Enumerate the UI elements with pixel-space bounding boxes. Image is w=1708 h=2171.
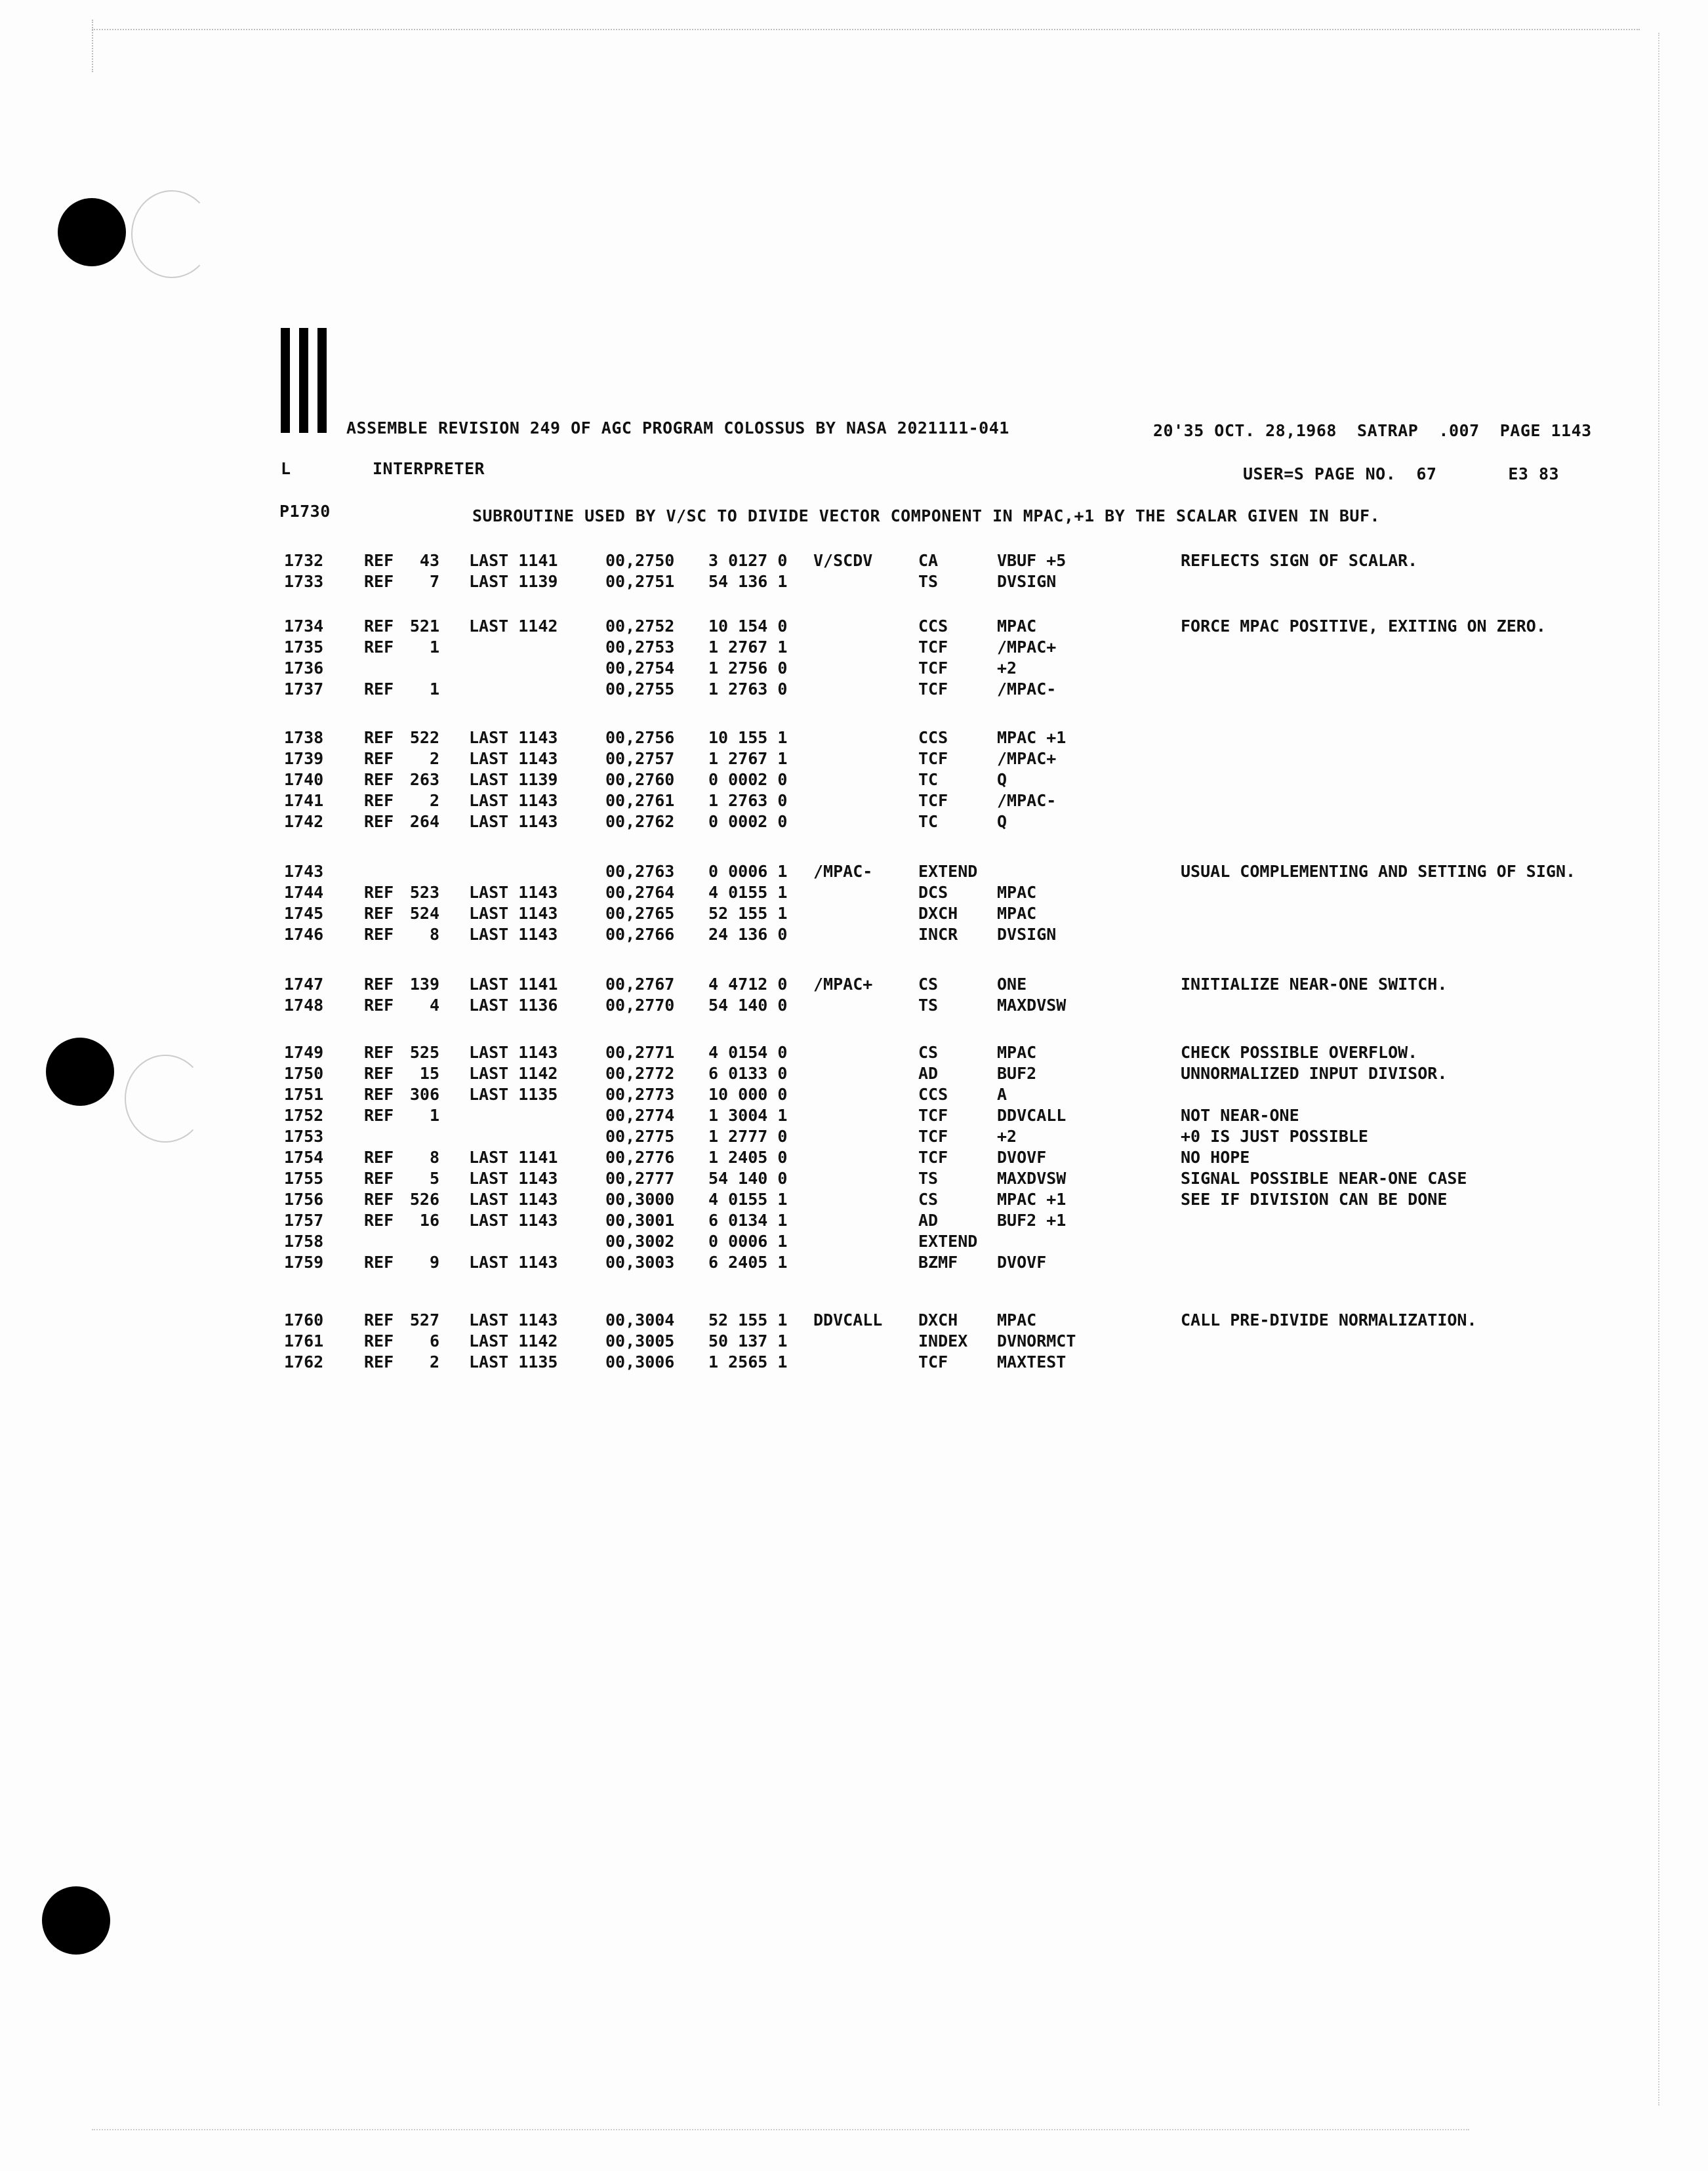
listing-refnum: 526 — [409, 1190, 439, 1209]
listing-refnum: 264 — [409, 812, 439, 831]
listing-code: 10 154 0 — [708, 617, 788, 636]
listing-refnum: 1 — [429, 1106, 439, 1125]
listing-code: 54 140 0 — [708, 996, 788, 1015]
listing-operand: ONE — [997, 975, 1027, 994]
listing-ref: REF — [364, 1106, 394, 1125]
listing-addr: 00,2767 — [605, 975, 675, 994]
listing-operand: DVOVF — [997, 1148, 1047, 1167]
listing-line: 1762 — [284, 1352, 324, 1371]
listing-operand: Q — [997, 770, 1007, 789]
listing-addr: 00,3002 — [605, 1232, 675, 1251]
listing-refnum: 43 — [419, 551, 439, 570]
listing-line: 1741 — [284, 791, 324, 810]
listing-addr: 00,2771 — [605, 1043, 675, 1062]
listing-ref: REF — [364, 812, 394, 831]
listing-operand: MPAC — [997, 1043, 1037, 1062]
listing-label: /MPAC- — [813, 862, 873, 881]
listing-code: 0 0002 0 — [708, 812, 788, 831]
listing-addr: 00,3003 — [605, 1253, 675, 1272]
listing-code: 0 0002 0 — [708, 770, 788, 789]
listing-line: 1739 — [284, 749, 324, 768]
listing-last: LAST 1143 — [469, 925, 558, 944]
listing-line: 1744 — [284, 883, 324, 902]
listing-refnum: 1 — [429, 680, 439, 699]
listing-row — [0, 904, 1708, 923]
listing-addr: 00,2764 — [605, 883, 675, 902]
listing-last: LAST 1143 — [469, 1253, 558, 1272]
listing-code: 1 2777 0 — [708, 1127, 788, 1146]
listing-line: 1732 — [284, 551, 324, 570]
listing-row — [0, 551, 1708, 571]
listing-last: LAST 1139 — [469, 770, 558, 789]
listing-operand: MPAC — [997, 904, 1037, 923]
listing-line: 1745 — [284, 904, 324, 923]
listing-op: BZMF — [918, 1253, 958, 1272]
listing-last: LAST 1136 — [469, 996, 558, 1015]
listing-code: 3 0127 0 — [708, 551, 788, 570]
listing-op: CS — [918, 975, 939, 994]
listing-last: LAST 1143 — [469, 791, 558, 810]
listing-last: LAST 1142 — [469, 1331, 558, 1350]
listing-addr: 00,2752 — [605, 617, 675, 636]
listing-ref: REF — [364, 749, 394, 768]
listing-ref: REF — [364, 638, 394, 657]
listing-comment: NO HOPE — [1181, 1148, 1250, 1167]
listing-last: LAST 1143 — [469, 883, 558, 902]
listing-code: 1 2763 0 — [708, 680, 788, 699]
listing-op: TCF — [918, 638, 948, 657]
listing-refnum: 2 — [429, 1352, 439, 1371]
listing-row — [0, 1127, 1708, 1146]
listing-line: 1736 — [284, 659, 324, 678]
listing-ref: REF — [364, 996, 394, 1015]
listing-code: 1 2405 0 — [708, 1148, 788, 1167]
listing-last: LAST 1139 — [469, 572, 558, 591]
listing-code: 4 0155 1 — [708, 1190, 788, 1209]
listing-comment: +0 IS JUST POSSIBLE — [1181, 1127, 1368, 1146]
listing-addr: 00,2750 — [605, 551, 675, 570]
listing-last: LAST 1143 — [469, 812, 558, 831]
listing-last: LAST 1143 — [469, 749, 558, 768]
listing-refnum: 523 — [409, 883, 439, 902]
listing-operand: +2 — [997, 1127, 1017, 1146]
listing-ref: REF — [364, 1148, 394, 1167]
listing-code: 4 4712 0 — [708, 975, 788, 994]
listing-op: CS — [918, 1190, 939, 1209]
listing-addr: 00,2773 — [605, 1085, 675, 1104]
listing-line: 1753 — [284, 1127, 324, 1146]
listing-op: TC — [918, 812, 939, 831]
listing-last: LAST 1143 — [469, 1169, 558, 1188]
listing-row — [0, 1352, 1708, 1372]
listing-row — [0, 1331, 1708, 1351]
listing-code: 1 2756 0 — [708, 659, 788, 678]
listing-line: 1738 — [284, 728, 324, 747]
listing-ref: REF — [364, 1211, 394, 1230]
listing-op: AD — [918, 1211, 939, 1230]
listing-comment: FORCE MPAC POSITIVE, EXITING ON ZERO. — [1181, 617, 1546, 636]
listing-last: LAST 1143 — [469, 1310, 558, 1329]
listing-row — [0, 572, 1708, 592]
listing-ref: REF — [364, 1085, 394, 1104]
listing-line: 1749 — [284, 1043, 324, 1062]
listing-op: INCR — [918, 925, 958, 944]
listing-addr: 00,2761 — [605, 791, 675, 810]
listing-line: 1733 — [284, 572, 324, 591]
listing-row — [0, 862, 1708, 882]
listing-ref: REF — [364, 1253, 394, 1272]
listing-ref: REF — [364, 572, 394, 591]
listing-refnum: 263 — [409, 770, 439, 789]
listing-operand: /MPAC- — [997, 791, 1057, 810]
listing-ref: REF — [364, 1331, 394, 1350]
listing-ref: REF — [364, 1310, 394, 1329]
listing-addr: 00,2777 — [605, 1169, 675, 1188]
listing-comment: CALL PRE-DIVIDE NORMALIZATION. — [1181, 1310, 1477, 1329]
listing-line: 1735 — [284, 638, 324, 657]
listing-op: TCF — [918, 1352, 948, 1371]
listing-ref: REF — [364, 1064, 394, 1083]
listing-row — [0, 812, 1708, 832]
listing-line: 1757 — [284, 1211, 324, 1230]
listing-comment: NOT NEAR-ONE — [1181, 1106, 1299, 1125]
listing-op: CCS — [918, 617, 948, 636]
listing-code: 1 2565 1 — [708, 1352, 788, 1371]
listing-addr: 00,2755 — [605, 680, 675, 699]
listing-line: 1761 — [284, 1331, 324, 1350]
listing-row — [0, 1310, 1708, 1330]
page-border — [92, 29, 1640, 30]
listing-line: 1734 — [284, 617, 324, 636]
listing-addr: 00,2772 — [605, 1064, 675, 1083]
listing-line: 1750 — [284, 1064, 324, 1083]
listing-addr: 00,3000 — [605, 1190, 675, 1209]
listing-ref: REF — [364, 925, 394, 944]
listing-op: CCS — [918, 728, 948, 747]
listing-last: LAST 1143 — [469, 1190, 558, 1209]
assembly-date: 20'35 OCT. 28,1968 SATRAP .007 PAGE 1143 — [1153, 421, 1592, 440]
listing-operand: /MPAC- — [997, 680, 1057, 699]
punch-hole-icon — [42, 1886, 110, 1955]
listing-comment: UNNORMALIZED INPUT DIVISOR. — [1181, 1064, 1448, 1083]
listing-operand: DVSIGN — [997, 925, 1057, 944]
listing-operand: MPAC — [997, 617, 1037, 636]
punch-hole-icon — [58, 198, 126, 266]
listing-code: 10 155 1 — [708, 728, 788, 747]
listing-operand: Q — [997, 812, 1007, 831]
listing-code: 6 2405 1 — [708, 1253, 788, 1272]
listing-last: LAST 1141 — [469, 1148, 558, 1167]
listing-ref: REF — [364, 770, 394, 789]
listing-code: 52 155 1 — [708, 904, 788, 923]
listing-op: TS — [918, 1169, 939, 1188]
page-id: P1730 — [279, 502, 331, 521]
listing-ref: REF — [364, 1043, 394, 1062]
listing-last: LAST 1141 — [469, 975, 558, 994]
section-title: INTERPRETER — [373, 459, 485, 478]
listing-refnum: 521 — [409, 617, 439, 636]
listing-line: 1758 — [284, 1232, 324, 1251]
listing-addr: 00,2770 — [605, 996, 675, 1015]
listing-last: LAST 1142 — [469, 617, 558, 636]
listing-op: EXTEND — [918, 862, 978, 881]
listing-refnum: 8 — [429, 925, 439, 944]
listing-ref: REF — [364, 975, 394, 994]
listing-code: 4 0154 0 — [708, 1043, 788, 1062]
listing-comment: SIGNAL POSSIBLE NEAR-ONE CASE — [1181, 1169, 1467, 1188]
listing-refnum: 1 — [429, 638, 439, 657]
listing-comment: REFLECTS SIGN OF SCALAR. — [1181, 551, 1418, 570]
listing-row — [0, 1043, 1708, 1063]
listing-row — [0, 659, 1708, 678]
listing-row — [0, 1169, 1708, 1188]
listing-op: TCF — [918, 749, 948, 768]
listing-operand: DVOVF — [997, 1253, 1047, 1272]
listing-refnum: 6 — [429, 1331, 439, 1350]
listing-addr: 00,2776 — [605, 1148, 675, 1167]
listing-addr: 00,3004 — [605, 1310, 675, 1329]
listing-row — [0, 728, 1708, 748]
listing-line: 1748 — [284, 996, 324, 1015]
listing-refnum: 306 — [409, 1085, 439, 1104]
listing-line: 1737 — [284, 680, 324, 699]
listing-addr: 00,3001 — [605, 1211, 675, 1230]
listing-operand: MPAC — [997, 1310, 1037, 1329]
listing-line: 1747 — [284, 975, 324, 994]
listing-code: 1 2763 0 — [708, 791, 788, 810]
listing-row — [0, 1064, 1708, 1084]
listing-op: CCS — [918, 1085, 948, 1104]
listing-operand: MAXTEST — [997, 1352, 1067, 1371]
listing-code: 1 2767 1 — [708, 638, 788, 657]
listing-refnum: 525 — [409, 1043, 439, 1062]
listing-code: 0 0006 1 — [708, 1232, 788, 1251]
listing-operand: +2 — [997, 659, 1017, 678]
listing-line: 1740 — [284, 770, 324, 789]
listing-operand: /MPAC+ — [997, 749, 1057, 768]
listing-row — [0, 749, 1708, 769]
header-marker-bars — [281, 328, 327, 433]
listing-refnum: 9 — [429, 1253, 439, 1272]
listing-row — [0, 883, 1708, 903]
listing-addr: 00,3006 — [605, 1352, 675, 1371]
user-page-number: USER=S PAGE NO. 67 E3 83 — [1243, 464, 1560, 483]
listing-addr: 00,2753 — [605, 638, 675, 657]
listing-last: LAST 1135 — [469, 1352, 558, 1371]
listing-ref: REF — [364, 1169, 394, 1188]
listing-row — [0, 638, 1708, 657]
listing-last: LAST 1141 — [469, 551, 558, 570]
listing-refnum: 5 — [429, 1169, 439, 1188]
listing-line: 1754 — [284, 1148, 324, 1167]
listing-row — [0, 996, 1708, 1015]
listing-row — [0, 975, 1708, 994]
listing-ref: REF — [364, 1190, 394, 1209]
listing-row — [0, 680, 1708, 699]
listing-addr: 00,2756 — [605, 728, 675, 747]
listing-refnum: 2 — [429, 749, 439, 768]
listing-op: AD — [918, 1064, 939, 1083]
listing-refnum: 4 — [429, 996, 439, 1015]
listing-code: 54 136 1 — [708, 572, 788, 591]
listing-row — [0, 1190, 1708, 1209]
listing-row — [0, 791, 1708, 811]
listing-op: CA — [918, 551, 939, 570]
listing-op: DXCH — [918, 1310, 958, 1329]
listing-operand: A — [997, 1085, 1007, 1104]
listing-line: 1760 — [284, 1310, 324, 1329]
listing-refnum: 527 — [409, 1310, 439, 1329]
listing-addr: 00,2760 — [605, 770, 675, 789]
listing-op: TCF — [918, 1127, 948, 1146]
listing-row — [0, 1232, 1708, 1251]
listing-op: CS — [918, 1043, 939, 1062]
listing-code: 50 137 1 — [708, 1331, 788, 1350]
listing-operand: DVSIGN — [997, 572, 1057, 591]
listing-line: 1755 — [284, 1169, 324, 1188]
listing-ref: REF — [364, 791, 394, 810]
listing-ref: REF — [364, 728, 394, 747]
listing-last: LAST 1135 — [469, 1085, 558, 1104]
subroutine-title: SUBROUTINE USED BY V/SC TO DIVIDE VECTOR COMPONENT IN MPAC,+1 BY THE SCALAR GIVEN IN BUF. — [472, 506, 1381, 525]
listing-op: DCS — [918, 883, 948, 902]
listing-code: 10 000 0 — [708, 1085, 788, 1104]
listing-op: TCF — [918, 791, 948, 810]
listing-operand: MPAC — [997, 883, 1037, 902]
listing-addr: 00,2754 — [605, 659, 675, 678]
listing-line: 1759 — [284, 1253, 324, 1272]
listing-ref: REF — [364, 1352, 394, 1371]
listing-row — [0, 1106, 1708, 1126]
listing-code: 52 155 1 — [708, 1310, 788, 1329]
punch-ring-icon — [131, 190, 213, 278]
listing-operand: BUF2 +1 — [997, 1211, 1067, 1230]
listing-refnum: 16 — [419, 1211, 439, 1230]
listing-refnum: 524 — [409, 904, 439, 923]
listing-operand: MAXDVSW — [997, 996, 1067, 1015]
listing-operand: /MPAC+ — [997, 638, 1057, 657]
listing-refnum: 7 — [429, 572, 439, 591]
listing-last: LAST 1143 — [469, 904, 558, 923]
listing-operand: DVNORMCT — [997, 1331, 1076, 1350]
listing-op: DXCH — [918, 904, 958, 923]
listing-row — [0, 1211, 1708, 1230]
listing-code: 1 3004 1 — [708, 1106, 788, 1125]
listing-line: 1746 — [284, 925, 324, 944]
listing-ref: REF — [364, 904, 394, 923]
listing-addr: 00,3005 — [605, 1331, 675, 1350]
listing-comment: SEE IF DIVISION CAN BE DONE — [1181, 1190, 1448, 1209]
listing-ref: REF — [364, 617, 394, 636]
listing-refnum: 15 — [419, 1064, 439, 1083]
listing-label: V/SCDV — [813, 551, 873, 570]
listing-refnum: 8 — [429, 1148, 439, 1167]
listing-operand: MAXDVSW — [997, 1169, 1067, 1188]
listing-op: TC — [918, 770, 939, 789]
listing-refnum: 139 — [409, 975, 439, 994]
listing-label: /MPAC+ — [813, 975, 873, 994]
listing-addr: 00,2757 — [605, 749, 675, 768]
listing-code: 0 0006 1 — [708, 862, 788, 881]
listing-line: 1752 — [284, 1106, 324, 1125]
listing-last: LAST 1142 — [469, 1064, 558, 1083]
listing-operand: MPAC +1 — [997, 1190, 1067, 1209]
listing-op: TS — [918, 996, 939, 1015]
listing-row — [0, 617, 1708, 636]
listing-ref: REF — [364, 551, 394, 570]
listing-label: DDVCALL — [813, 1310, 883, 1329]
listing-addr: 00,2763 — [605, 862, 675, 881]
listing-comment: INITIALIZE NEAR-ONE SWITCH. — [1181, 975, 1448, 994]
listing-op: TS — [918, 572, 939, 591]
page-border — [92, 2129, 1469, 2130]
listing-line: 1742 — [284, 812, 324, 831]
listing-op: TCF — [918, 659, 948, 678]
listing-operand: VBUF +5 — [997, 551, 1067, 570]
listing-op: EXTEND — [918, 1232, 978, 1251]
listing-row — [0, 925, 1708, 944]
listing-addr: 00,2766 — [605, 925, 675, 944]
listing-code: 54 140 0 — [708, 1169, 788, 1188]
listing-addr: 00,2765 — [605, 904, 675, 923]
listing-last: LAST 1143 — [469, 1211, 558, 1230]
header-l: L — [281, 459, 291, 478]
listing-refnum: 2 — [429, 791, 439, 810]
listing-op: TCF — [918, 1106, 948, 1125]
assembly-header: ASSEMBLE REVISION 249 OF AGC PROGRAM COLOSSUS BY NASA 2021111-041 — [346, 418, 1009, 437]
listing-row — [0, 1085, 1708, 1105]
listing-code: 6 0134 1 — [708, 1211, 788, 1230]
listing-comment: USUAL COMPLEMENTING AND SETTING OF SIGN. — [1181, 862, 1576, 881]
listing-operand: DDVCALL — [997, 1106, 1067, 1125]
listing-code: 1 2767 1 — [708, 749, 788, 768]
listing-ref: REF — [364, 680, 394, 699]
listing-code: 24 136 0 — [708, 925, 788, 944]
listing-refnum: 522 — [409, 728, 439, 747]
listing-row — [0, 1253, 1708, 1272]
listing-operand: BUF2 — [997, 1064, 1037, 1083]
listing-row — [0, 770, 1708, 790]
listing-code: 4 0155 1 — [708, 883, 788, 902]
listing-line: 1743 — [284, 862, 324, 881]
listing-operand: MPAC +1 — [997, 728, 1067, 747]
listing-comment: CHECK POSSIBLE OVERFLOW. — [1181, 1043, 1418, 1062]
page-border — [92, 20, 93, 72]
listing-code: 6 0133 0 — [708, 1064, 788, 1083]
listing-line: 1756 — [284, 1190, 324, 1209]
listing-addr: 00,2751 — [605, 572, 675, 591]
listing-addr: 00,2775 — [605, 1127, 675, 1146]
listing-op: TCF — [918, 1148, 948, 1167]
listing-addr: 00,2774 — [605, 1106, 675, 1125]
listing-op: TCF — [918, 680, 948, 699]
listing-row — [0, 1148, 1708, 1167]
listing-line: 1751 — [284, 1085, 324, 1104]
listing-addr: 00,2762 — [605, 812, 675, 831]
listing-op: INDEX — [918, 1331, 968, 1350]
listing-ref: REF — [364, 883, 394, 902]
listing-last: LAST 1143 — [469, 1043, 558, 1062]
listing-last: LAST 1143 — [469, 728, 558, 747]
